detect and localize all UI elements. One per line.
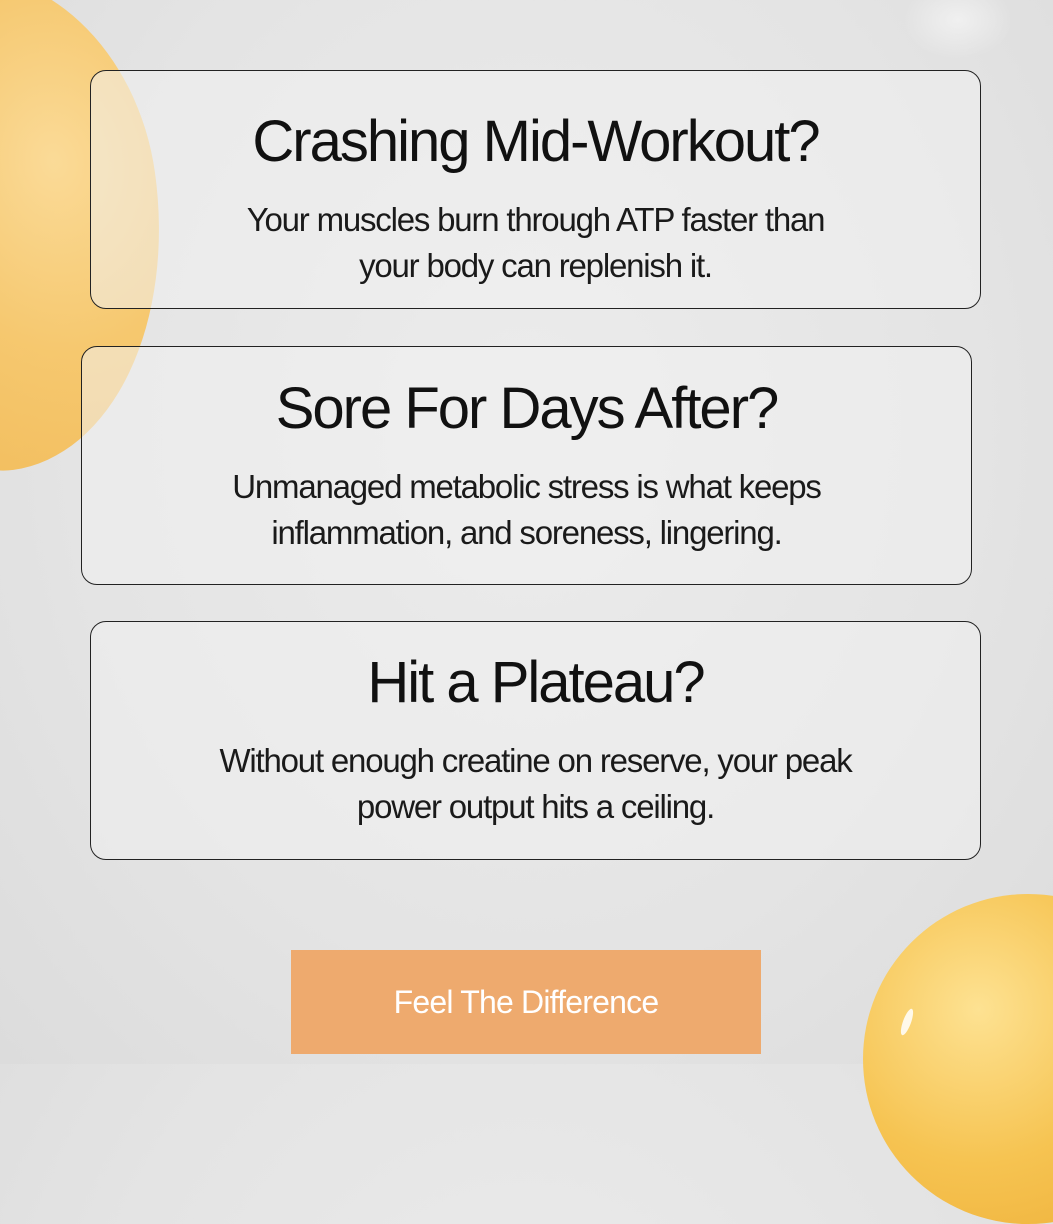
pain-point-card-plateau: [90, 621, 981, 860]
card-description: Without enough creatine on reserve, your peak power output hits a ceiling.: [219, 742, 852, 825]
pain-point-card-soreness: [81, 346, 972, 585]
feel-the-difference-button[interactable]: Feel The Difference: [291, 950, 761, 1054]
card-title: Hit a Plateau?: [367, 650, 704, 715]
card-description: Unmanaged metabolic stress is what keeps inflammation, and soreness, lingering.: [232, 468, 821, 551]
decorative-glint: [898, 1007, 915, 1036]
pain-point-card-crashing: [90, 70, 981, 309]
card-title: Crashing Mid-Workout?: [252, 109, 819, 174]
card-description: Your muscles burn through ATP faster than your body can replenish it.: [246, 201, 825, 284]
card-title: Sore For Days After?: [275, 376, 778, 441]
decorative-orange-blob-right: [863, 894, 1053, 1224]
decorative-shape-top-right: [903, 0, 1013, 60]
